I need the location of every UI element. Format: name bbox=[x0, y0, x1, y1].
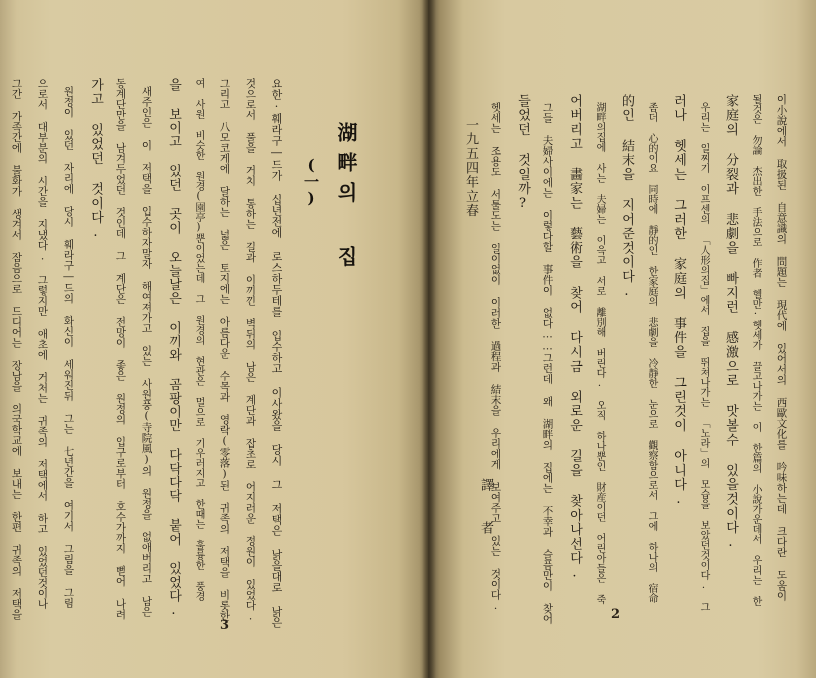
text-column: 그간 가족간에 불화가 생겨서 잠음으로 드디어는 장남을 의국학교에 보내는 한편 귀족의 저택을 bbox=[10, 78, 23, 620]
page-number: 3 bbox=[220, 618, 230, 633]
text-column: 우리는 일찌기 이프센의 「人形의집」에서 집을 뛰쳐나가는 「노라」의 모습을 보았던것이다. 그 bbox=[698, 102, 709, 612]
text-column: 좀더 心的이요 同時에 靜的인 한家庭의 悲劇을 冷靜한 눈으로 觀察함으로서 그에 하나의 宿命 bbox=[646, 102, 657, 603]
text-column: 을 보이고 있던 곳이 오늘날은 이끼와 곰팡이만 다닥다닥 붙어 있었다. bbox=[166, 78, 181, 619]
page-title: 湖畔의 집 bbox=[334, 122, 358, 276]
text-column: 요한·훼라구―드가 십년전에 로스하두테를 입수하고 이사왔을 당시 그 저택은 낡을대로 낡은 bbox=[270, 78, 283, 628]
text-column: 러나 헷세는 그러한 家庭의 事件을 그린것이 아니다. bbox=[671, 94, 686, 509]
text-column: 원정이 있던 자리에 당시 훼라구―드의 화신이 세워진뒤 그는 七년간을 여기서 그림을 그림 bbox=[62, 86, 75, 608]
text-column: 家庭의 分裂과 悲劇을 빠지런 感激으로 맛볼수 있을것이다. bbox=[723, 94, 738, 552]
text-column: 湖畔의집에 사는 夫婦는 이윽고 서로 離別해 버린다. 오직 하나뿐인 財産이던 어린아들은 죽 bbox=[594, 102, 605, 604]
text-column: 들었던 것일까? bbox=[515, 94, 530, 213]
text-column: 이小說에서 取扱된 自意識의 問題는 現代에 있어서의 西歐文化를 吟味하는데 크다란 도움이 bbox=[775, 94, 788, 601]
text-column: 것으로서 풀을 거치 통하는 길과 이끼낀 벽뒤의 남은 계단과 잡초로 어지러운 정원이 있었다. bbox=[244, 78, 257, 623]
text-column: 어버리고 畵家는 藝術을 찾어 다시금 외로운 길을 찾아나선다. bbox=[567, 94, 582, 582]
book-gutter bbox=[422, 0, 436, 678]
text-column: 的인 結末을 지어준것이다. bbox=[619, 94, 634, 301]
text-column: 헷세는 조용도 서툴도는 일이없이 이러한 過程과 結末을 우리에게 보여주고 있는 것이다. bbox=[489, 102, 502, 612]
text-column: 될것은 勿論 杰出한 手法으로 作者 헬만·헷세가 끌고나가는 이 한篇의 小說가운데서 우리는 한 bbox=[750, 94, 761, 606]
date-line: 一九五四年立春 bbox=[463, 118, 478, 219]
text-column: 그리고 八모코게에 달하는 넓은 토지에는 아름다운 수목과 영락(零落)된 귀족의 저택을 비롯한 bbox=[218, 78, 231, 621]
text-column: 동계단만을 남겨두었던 것인데 그 계단은 전망이 좋은 원정의 입구로부터 호수가까지 뻗어 나려 bbox=[114, 78, 127, 620]
text-column: 그들 夫婦사이에는 이렇다할 事件이 없다……그런데 왜 湖畔의 집에는 不幸과 슬픔만이 찾어 bbox=[541, 102, 554, 624]
text-column: 여 사원 비슷한 원경(園亭)뿐이었는데 그 원경의 현관은 멀으로 기우러지고 한때는 훌륭한 풍경 bbox=[193, 78, 204, 601]
text-column: 새주인은 이 저택을 입수하자말자 해여져가고 있는 사원풍(寺院風)의 원정을 없애버리고 남은 bbox=[140, 86, 153, 617]
section-number: (一) bbox=[302, 156, 320, 207]
text-column: 으로서 대부분의 시간을 지냈다. 그렇지만 애초에 거처는 귀족의 저택에서 하고 있었던것이나 bbox=[36, 78, 49, 609]
text-column: 가고 있었던 것이다. bbox=[88, 78, 103, 242]
page-number: 2 bbox=[611, 607, 621, 622]
right-page bbox=[428, 0, 816, 678]
translator-signoff: 譯者 bbox=[478, 478, 493, 564]
